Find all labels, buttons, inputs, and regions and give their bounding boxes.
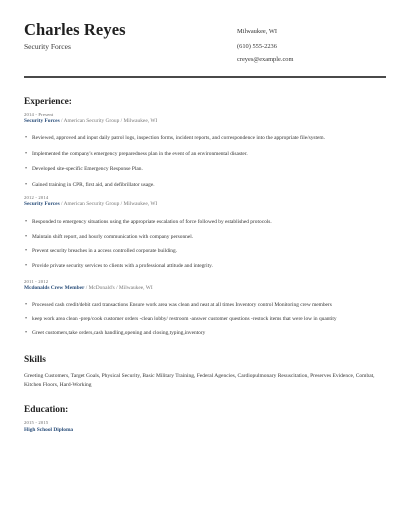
job-bullet-list — [24, 302, 386, 336]
experience-heading: Experience: — [24, 97, 72, 107]
bullet-text: Developed site-specific Emergency Response Plan. — [32, 166, 143, 173]
bullet-text: keep work area clean -prep/cook customer orders -clean lobby/ restroom -answer customer questions -restock items that were low in quantity — [32, 316, 337, 322]
job-title: Security Forces — [24, 201, 60, 207]
bullet-icon: • — [25, 181, 28, 188]
list-item — [24, 330, 386, 336]
header-divider — [24, 76, 386, 78]
skills-text: Greeting Customers, Target Goals, Physical Security, Basic Military Training, Federal Agencies, Cardiopulmonary Resuscitation, Preserves Evidence, Combat, Kitchen Floors, Hard-Working — [24, 373, 375, 388]
role-separator: / — [84, 285, 89, 291]
bullet-icon: • — [25, 150, 28, 157]
bullet-icon: • — [25, 262, 28, 269]
candidate-title: Security Forces — [24, 42, 71, 51]
job-title: Security Forces — [24, 118, 60, 124]
list-item — [24, 166, 386, 172]
bullet-icon: • — [25, 248, 28, 255]
bullet-text: Gained training in CPR, first aid, and defibrillator usage. — [32, 181, 155, 188]
bullet-text: Provide private security services to clients with a professional attitude and integrity. — [32, 262, 213, 269]
bullet-icon: • — [25, 316, 28, 322]
role-separator: / — [59, 201, 64, 207]
list-item — [24, 302, 386, 308]
bullet-text: Responded to emergency situations using the appropriate escalation of force followed by established protocols. — [32, 219, 272, 225]
education-heading: Education: — [24, 405, 69, 415]
bullet-icon: • — [25, 219, 28, 225]
skills-heading: Skills — [24, 355, 46, 365]
list-item — [24, 219, 386, 225]
bullet-icon: • — [25, 330, 28, 336]
bullet-text: Prevent security breaches in a access controlled corporate building. — [32, 248, 178, 255]
job-role — [24, 285, 153, 291]
job-bullet-list — [24, 219, 386, 269]
job-role — [24, 118, 157, 124]
bullet-text: Reviewed, approved and input daily patrol logs, inspection forms, incident reports, and correspondence into the appropriate file/system. — [32, 135, 325, 141]
job-dates: 2012 - 2014 — [24, 195, 49, 200]
list-item — [24, 151, 386, 157]
bullet-icon: • — [25, 302, 28, 308]
job-employer: McDonald's / Milwaukee, WI — [88, 285, 153, 291]
list-item — [24, 135, 386, 141]
bullet-text: Maintain shift report, and hourly communication with company personnel. — [32, 233, 194, 240]
job-employer: American Security Group / Milwaukee, WI — [63, 201, 158, 207]
job-role — [24, 201, 157, 207]
job-employer: American Security Group / Milwaukee, WI — [63, 118, 158, 124]
list-item — [24, 263, 386, 269]
contact-phone: (610) 555-2236 — [237, 43, 277, 50]
job-bullet-list — [24, 135, 386, 188]
bullet-icon: • — [25, 135, 28, 141]
list-item — [24, 248, 386, 254]
bullet-text: Processed cash credit/debit card transactions Ensure work area was clean and neat at all times Inventory control Monitoring crew members — [32, 302, 332, 308]
role-separator: / — [59, 118, 64, 124]
list-item — [24, 234, 386, 240]
candidate-name: Charles Reyes — [24, 20, 126, 39]
job-title: Mcdonalds Crew Member — [24, 285, 85, 291]
list-item — [24, 316, 386, 322]
bullet-text: Greet customers,take orders,cash handling,opening and closing,typing,inventory — [32, 330, 206, 336]
bullet-icon: • — [25, 166, 28, 173]
contact-location: Milwaukee, WI — [237, 28, 277, 35]
education-degree: High School Diploma — [24, 427, 74, 433]
bullet-text: Implemented the company's emergency preparedness plan in the event of an environmental disaster. — [32, 150, 248, 157]
job-dates: 2014 - Present — [24, 112, 54, 117]
list-item — [24, 182, 386, 188]
bullet-icon: • — [25, 233, 28, 240]
education-dates: 2015 - 2015 — [24, 420, 49, 425]
contact-email[interactable]: creyes@example.com — [237, 56, 294, 63]
job-dates: 2011 - 2012 — [24, 279, 49, 284]
